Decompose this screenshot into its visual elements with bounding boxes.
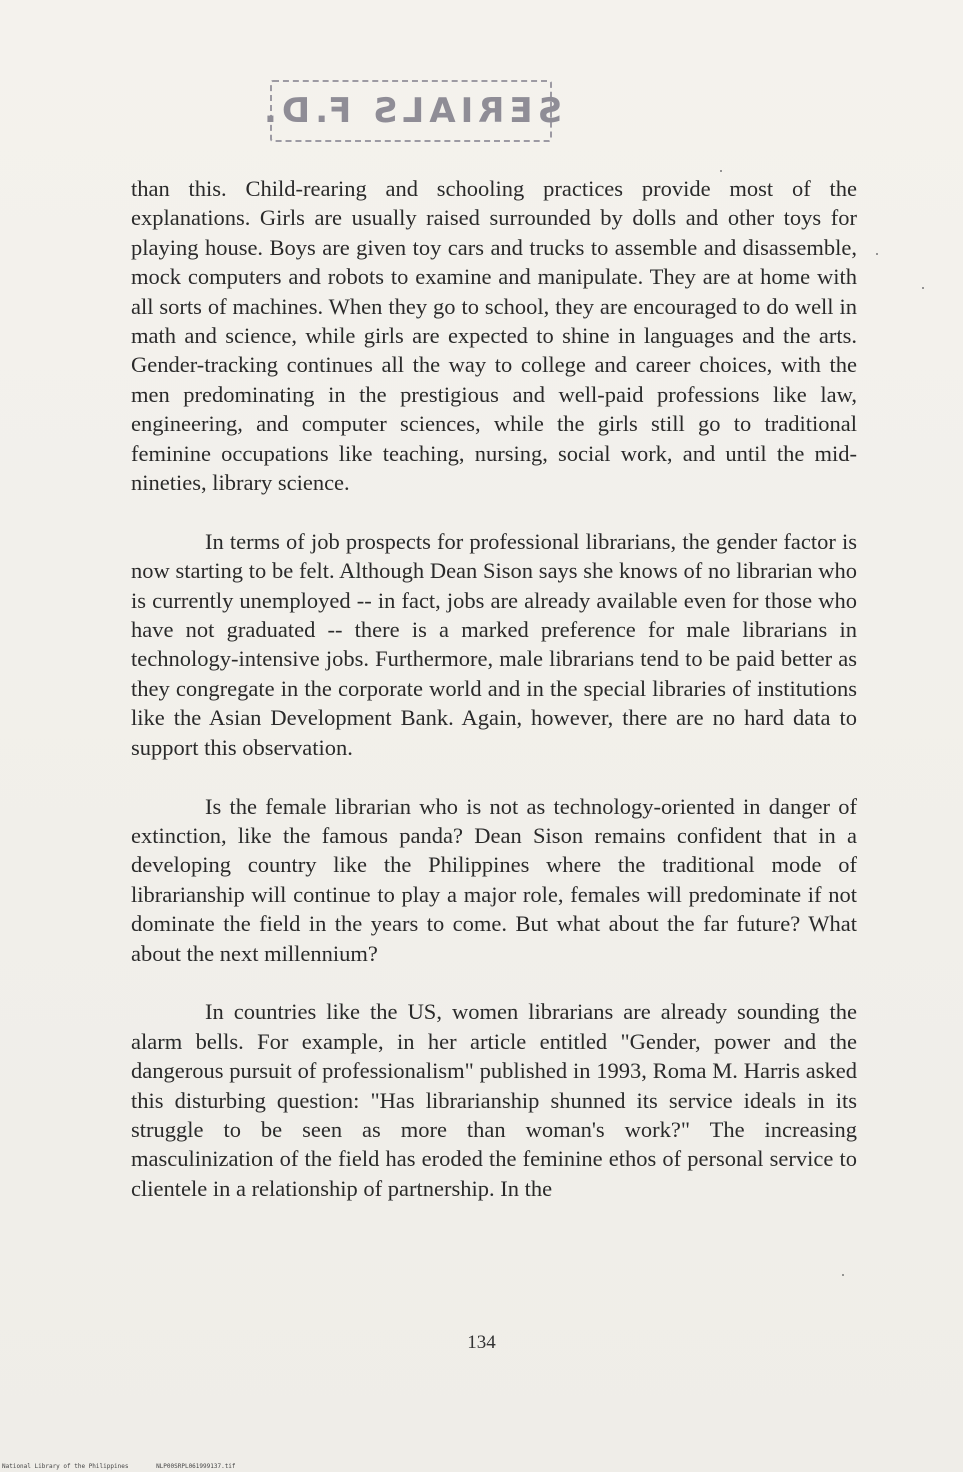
page-number: 134	[467, 1332, 496, 1353]
body-text	[131, 174, 857, 1233]
footer-filename: NLP00SRPL061999137.tif	[156, 1463, 236, 1470]
serials-stamp	[259, 80, 563, 142]
paragraph-3: Is the female librarian who is not as technology-oriented in danger of extinction, like the famous panda? Dean Sison remains confident that in a developing country like the Philippines where the traditional mode of librarianship will continue to play a major role, females will predominate if not dominate the field in the years to come. But what about the far future? What about the next millennium?	[131, 793, 857, 966]
paragraph-4: In countries like the US, women librarians are already sounding the alarm bells. For example, in her article entitled "Gender, power and the dangerous pursuit of professionalism" published in 1993, Roma M. Harris asked this disturbing question: "Has librarianship shunned its service ideals in its struggle to be seen as more than woman's work?" The increasing masculinization of the field has eroded the feminine ethos of personal service to clientele in a relationship of partnership. In the	[131, 999, 857, 1201]
paragraph-2: In terms of job prospects for professional librarians, the gender factor is now starting to be felt. Although Dean Sison says she knows of no librarian who is currently unemployed -- in fact, jobs are already available even for those who have not graduated -- there is a marked preference for male librarians in technology-intensive jobs. Furthermore, male librarians tend to be paid better as they congregate in the corporate world and in the special libraries of institutions like the Asian Development Bank. Again, however, there are no hard data to support this observation.	[131, 528, 857, 760]
stamp-text: SERIALS F.D.	[259, 91, 563, 131]
dust-speck	[842, 1274, 844, 1276]
dust-speck	[876, 253, 878, 255]
dust-speck	[922, 287, 924, 289]
dust-speck	[720, 170, 722, 172]
paragraph-1: than this. Child-rearing and schooling practices provide most of the explanations. Girls are usually raised surrounded by dolls and other toys for playing house. Boys are given toy cars and trucks to assemble and disassemble, mock computers and robots to examine and manipulate. They are at home with all sorts of machines. When they go to school, they are encouraged to do well in math and science, while girls are expected to shine in languages and the arts. Gender-tracking continues all the way to college and career choices, with the men predominating in the prestigious and well-paid professions like law, engineering, and computer sciences, while the girls still go to traditional feminine occupations like teaching, nursing, social work, and until the mid-nineties, library science.	[131, 176, 857, 496]
scan-footer	[2, 1463, 236, 1470]
footer-library: National Library of the Philippines	[2, 1463, 129, 1470]
